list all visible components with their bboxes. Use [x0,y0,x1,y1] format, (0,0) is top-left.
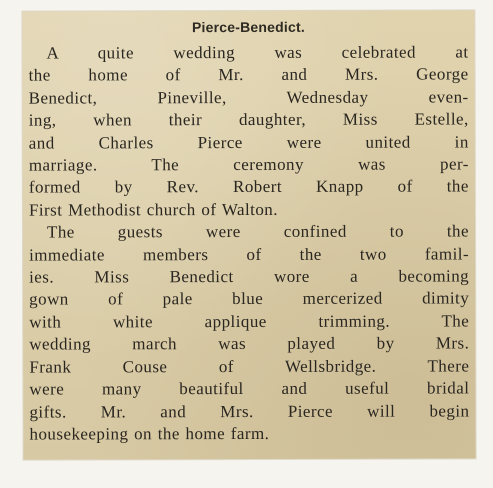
article-line: The guests were confined to the [46,221,470,242]
article-line: ing, when their daughter, Miss Estelle, [28,109,469,130]
article-line: gifts. Mr. and Mrs. Pierce will begin [29,400,470,422]
article-line: Frank Couse of Wellsbridge. There [29,356,470,377]
article-line: marriage. The ceremony was per- [28,154,469,175]
article-line: Benedict, Pineville, Wednesday even- [28,87,469,108]
article-body [28,41,469,445]
article-line: A quite wedding was celebrated at [46,42,469,63]
article-line: the home of Mr. and Mrs. George [28,64,469,85]
headline: Pierce-Benedict. [191,18,305,36]
article-line: immediate members of the two famil- [29,244,470,265]
article-line: First Methodist church of Walton. [28,199,278,220]
newspaper-clipping [22,10,475,459]
article-line: ies. Miss Benedict wore a becoming [29,266,470,287]
article-line: with white applique trimming. The [29,311,470,332]
article-line: were many beautiful and useful bridal [29,378,470,399]
article-line: formed by Rev. Robert Knapp of the [28,176,469,198]
article-line: housekeeping on the home farm. [29,423,270,444]
article-line: gown of pale blue mercerized dimity [29,288,470,310]
article-line: and Charles Pierce were united in [28,132,469,153]
article-line: wedding march was played by Mrs. [29,333,470,354]
